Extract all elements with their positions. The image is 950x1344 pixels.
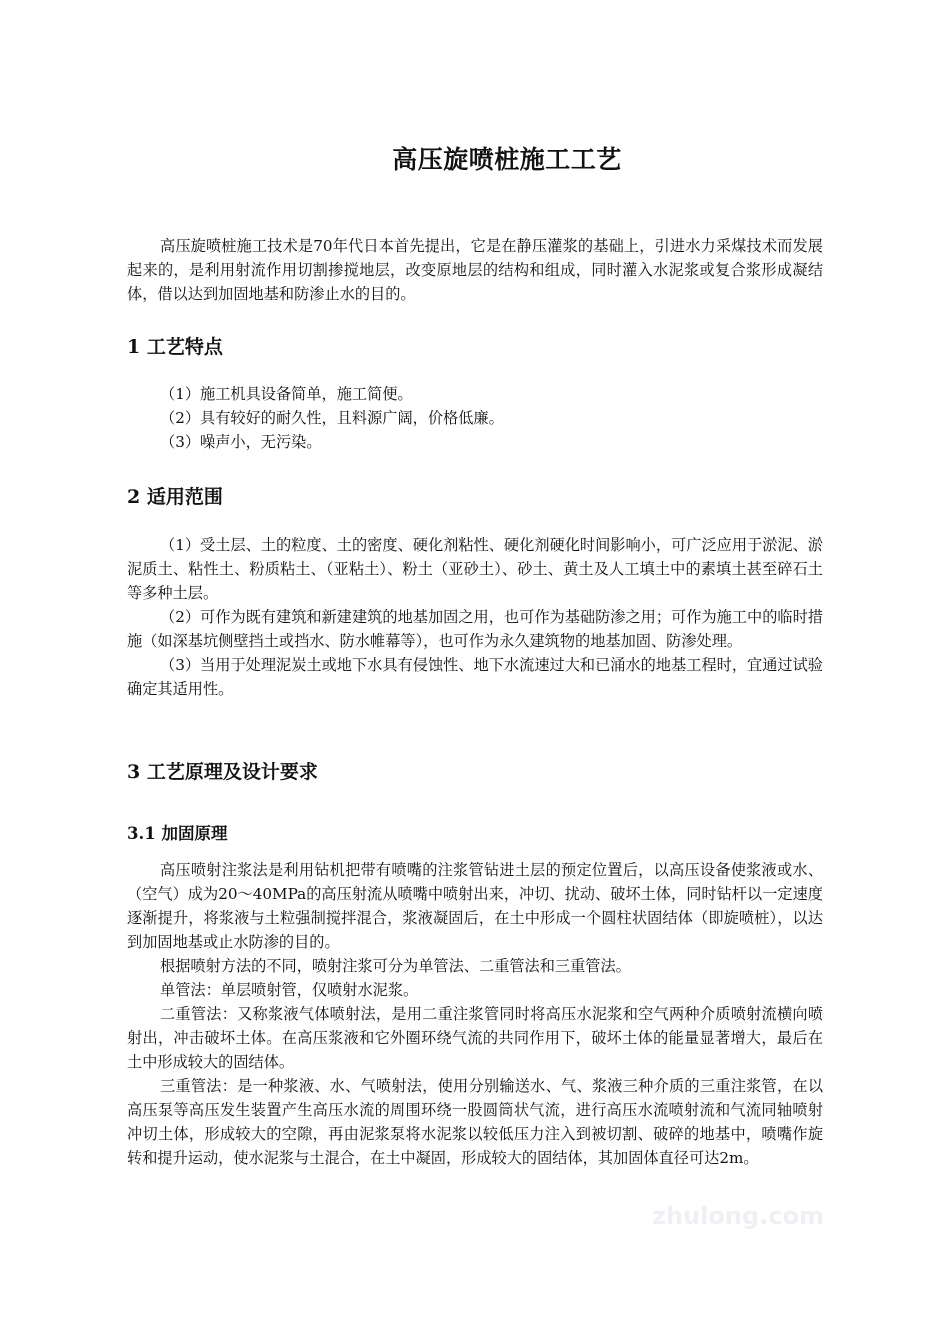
watermark: zhulong.com bbox=[652, 1202, 824, 1230]
list-item: （2）具有较好的耐久性，且料源广阔，价格低廉。 bbox=[160, 409, 504, 427]
section-2-list bbox=[127, 533, 823, 701]
section-2-heading: 2 适用范围 bbox=[127, 486, 223, 508]
section-3-heading: 3 工艺原理及设计要求 bbox=[127, 761, 318, 783]
paragraph: 二重管法：又称浆液气体喷射法，是用二重注浆管同时将高压水泥浆和空气两种介质喷射流横向喷射出，冲击破坏土体。在高压浆液和它外圈环绕气流的共同作用下，破坏土体的能量显著增大，最后在土中形成较大的固结体。 bbox=[127, 1005, 823, 1071]
list-item: （1）施工机具设备简单，施工简便。 bbox=[160, 385, 413, 403]
paragraph: 三重管法：是一种浆液、水、气喷射法，使用分别输送水、气、浆液三种介质的三重注浆管，在以高压泵等高压发生装置产生高压水流的周围环绕一股圆筒状气流，进行高压水流喷射流和气流同轴喷射冲切土体，形成较大的空隙，再由泥浆泵将水泥浆以较低压力注入到被切割、破碎的地基中，喷嘴作旋转和提升运动，使水泥浆与土混合，在土中凝固，形成较大的固结体，其加固体直径可达2m。 bbox=[127, 1077, 823, 1167]
paragraph: 单管法：单层喷射管，仅喷射水泥浆。 bbox=[160, 981, 419, 999]
section-1-list bbox=[127, 382, 823, 454]
intro-block bbox=[127, 234, 823, 306]
section-3-1-body bbox=[127, 858, 823, 1170]
document-title: 高压旋喷桩施工工艺 bbox=[392, 145, 622, 174]
list-item: （1）受土层、土的粒度、土的密度、硬化剂粘性、硬化剂硬化时间影响小，可广泛应用于淤泥、淤泥质土、粘性土、粉质粘土、（亚粘土）、粉土（亚砂土）、砂土、黄土及人工填土中的素填土甚至碎石土等多种土层。 bbox=[127, 536, 823, 602]
paragraph: 高压喷射注浆法是利用钻机把带有喷嘴的注浆管钻进土层的预定位置后，以高压设备使浆液或水、（空气）成为20～40MPa的高压射流从喷嘴中喷射出来，冲切、扰动、破坏土体，同时钻杆以一定速度逐渐提升，将浆液与土粒强制搅拌混合，浆液凝固后，在土中形成一个圆柱状固结体（即旋喷桩），以达到加固地基或止水防渗的目的。 bbox=[127, 861, 823, 951]
paragraph: 根据喷射方法的不同，喷射注浆可分为单管法、二重管法和三重管法。 bbox=[160, 957, 631, 975]
section-3-1-heading: 3.1 加固原理 bbox=[127, 824, 228, 843]
list-item: （2）可作为既有建筑和新建建筑的地基加固之用，也可作为基础防渗之用；可作为施工中的临时措施（如深基坑侧壁挡土或挡水、防水帷幕等），也可作为永久建筑物的地基加固、防渗处理。 bbox=[127, 608, 823, 650]
list-item: （3）噪声小，无污染。 bbox=[160, 433, 322, 451]
intro-paragraph: 高压旋喷桩施工技术是70年代日本首先提出，它是在静压灌浆的基础上，引进水力采煤技术而发展起来的，是利用射流作用切割掺搅地层，改变原地层的结构和组成，同时灌入水泥浆或复合浆形成凝结体，借以达到加固地基和防渗止水的目的。 bbox=[127, 237, 823, 303]
section-1-heading: 1 工艺特点 bbox=[127, 336, 223, 358]
list-item: （3）当用于处理泥炭土或地下水具有侵蚀性、地下水流速过大和已涌水的地基工程时，宜通过试验确定其适用性。 bbox=[127, 656, 823, 698]
